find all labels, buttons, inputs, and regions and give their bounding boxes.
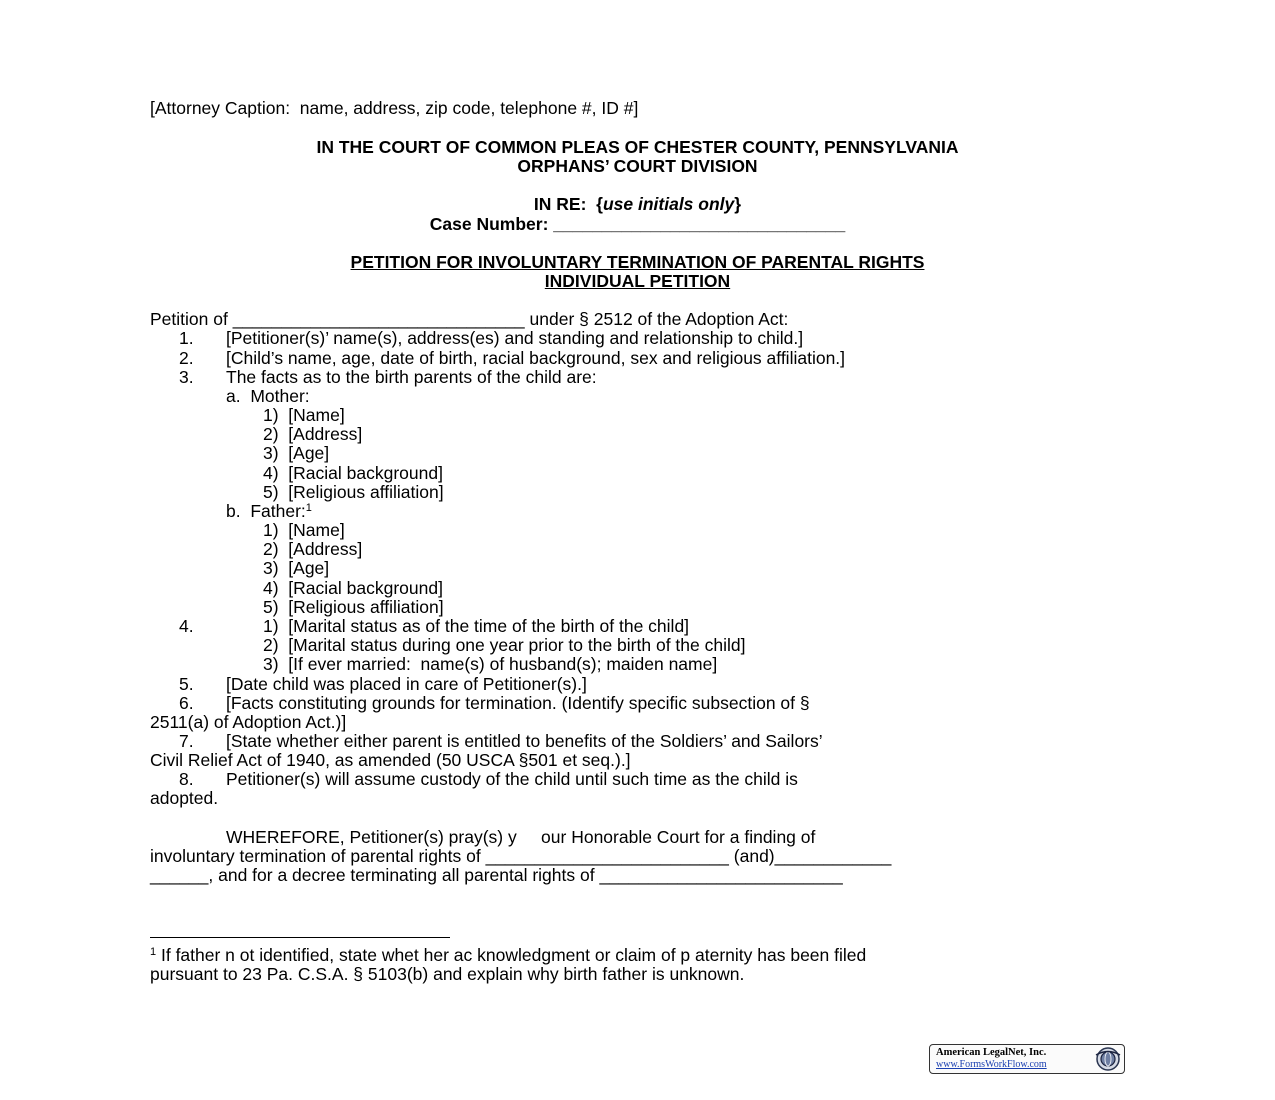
logo-company-name: American LegalNet, Inc. (936, 1047, 1047, 1058)
item-7-continuation: Civil Relief Act of 1940, as amended (50 USCA §501 et seq.).] (150, 750, 631, 770)
father-religious-affiliation: 5) [Religious affiliation] (263, 597, 444, 617)
item-4-marital-status-birth: 1) [Marital status as of the time of the birth of the child] (263, 616, 690, 636)
footnote-line-2: pursuant to 23 Pa. C.S.A. § 5103(b) and explain why birth father is unknown. (150, 964, 745, 984)
american-legalnet-logo[interactable] (929, 1044, 1125, 1074)
father-age: 3) [Age] (263, 558, 330, 578)
in-re-line (0, 195, 1275, 214)
mother-religious-affiliation: 5) [Religious affiliation] (263, 482, 444, 502)
item-4-number: 4. (179, 616, 194, 636)
father-address: 2) [Address] (263, 539, 363, 559)
item-1-number: 1. (179, 328, 194, 348)
footnote-reference: 1 (305, 502, 312, 514)
mother-age: 3) [Age] (263, 443, 330, 463)
item-6-number: 6. (179, 693, 194, 713)
father-racial-background: 4) [Racial background] (263, 578, 443, 598)
wherefore-line-2: involuntary termination of parental rights of _________________________ (and)____________ (150, 846, 892, 866)
item-8-text: Petitioner(s) will assume custody of the child until such time as the child is (226, 769, 798, 789)
petition-title: PETITION FOR INVOLUNTARY TERMINATION OF PARENTAL RIGHTS (350, 252, 925, 272)
item-1-text: [Petitioner(s)’ name(s), address(es) and standing and relationship to child.] (226, 328, 804, 348)
wherefore-line-1: WHEREFORE, Petitioner(s) pray(s) y our Honorable Court for a finding of (226, 827, 816, 847)
item-2-number: 2. (179, 348, 194, 368)
mother-heading: a. Mother: (226, 386, 310, 406)
item-3-text: The facts as to the birth parents of the child are: (226, 367, 597, 387)
mother-racial-background: 4) [Racial background] (263, 463, 443, 483)
footnote-mark: 1 (150, 946, 157, 958)
globe-icon (1092, 1046, 1122, 1072)
attorney-caption: [Attorney Caption: name, address, zip code, telephone #, ID #] (150, 98, 639, 118)
footnote-line-1 (150, 946, 866, 965)
court-name: IN THE COURT OF COMMON PLEAS OF CHESTER COUNTY, PENNSYLVANIA (316, 137, 959, 157)
petition-intro: Petition of ______________________________ under § 2512 of the Adoption Act: (150, 309, 789, 329)
in-re-close: } (734, 194, 742, 214)
item-2-text: [Child’s name, age, date of birth, racial background, sex and religious affiliation.] (226, 348, 846, 368)
father-name: 1) [Name] (263, 520, 345, 540)
mother-address: 2) [Address] (263, 424, 363, 444)
item-8-continuation: adopted. (150, 788, 219, 808)
in-re-value: use initials only (602, 194, 735, 214)
item-5-text: [Date child was placed in care of Petitioner(s).] (226, 674, 587, 694)
item-6-text: [Facts constituting grounds for termination. (Identify specific subsection of § (226, 693, 810, 713)
case-number: Case Number: ______________________________ (429, 214, 846, 234)
petition-subtitle: INDIVIDUAL PETITION (544, 271, 731, 291)
wherefore-line-3: ______, and for a decree terminating all parental rights of _________________________ (150, 865, 843, 885)
father-label: b. Father: (226, 501, 306, 521)
item-3-number: 3. (179, 367, 194, 387)
court-division: ORPHANS’ COURT DIVISION (517, 156, 758, 176)
item-8-number: 8. (179, 769, 194, 789)
item-4-marital-status-prior: 2) [Marital status during one year prior to the birth of the child] (263, 635, 746, 655)
footnote-text: If father n ot identified, state whet her ac knowledgment or claim of p aternity has been filed (156, 945, 867, 965)
item-5-number: 5. (179, 674, 194, 694)
mother-name: 1) [Name] (263, 405, 345, 425)
footnote-separator (150, 937, 450, 938)
item-7-number: 7. (179, 731, 194, 751)
in-re-label: IN RE: { (533, 194, 603, 214)
item-4-husband-names: 3) [If ever married: name(s) of husband(s); maiden name] (263, 654, 718, 674)
item-7-text: [State whether either parent is entitled to benefits of the Soldiers’ and Sailors’ (226, 731, 823, 751)
father-heading (226, 502, 312, 521)
item-6-continuation: 2511(a) of Adoption Act.)] (150, 712, 347, 732)
logo-website-link[interactable]: www.FormsWorkFlow.com (936, 1059, 1047, 1070)
